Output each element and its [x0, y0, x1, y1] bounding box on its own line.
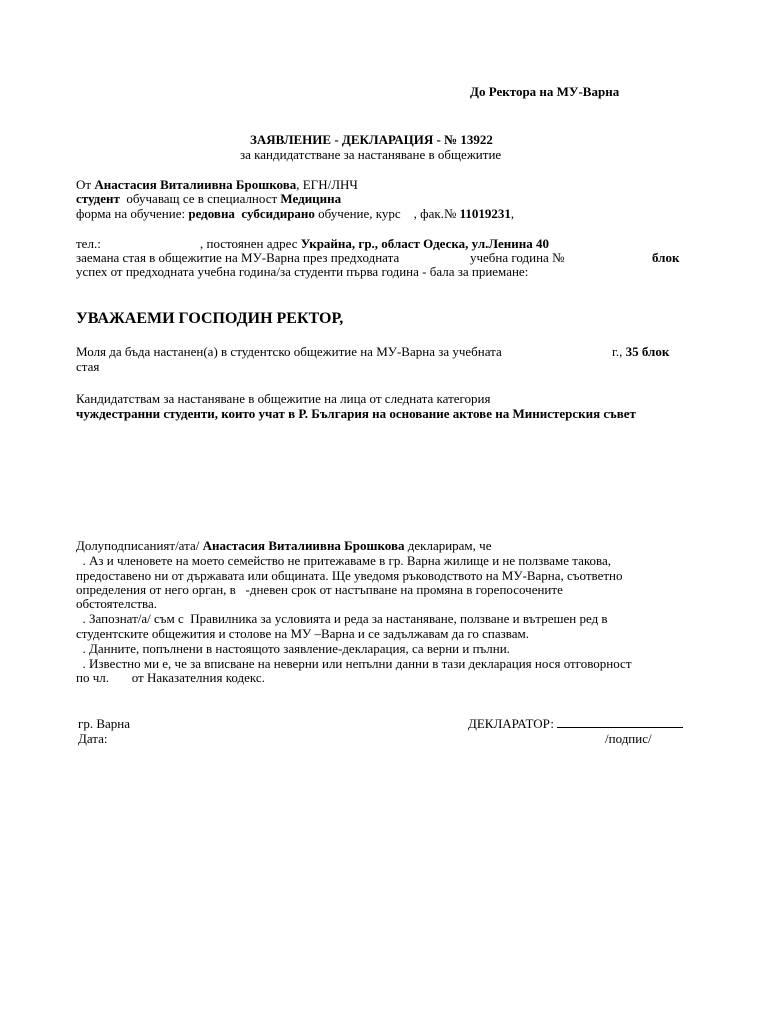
- address-value: Украйна, гр., област Одеска, ул.Ленина 40: [300, 236, 549, 251]
- declaration-line: обстоятелства.: [76, 596, 158, 611]
- salutation: УВАЖАЕМИ ГОСПОДИН РЕКТОР,: [76, 310, 344, 327]
- previous-room-year: учебна година №: [470, 250, 565, 265]
- date-label: Дата:: [78, 731, 108, 746]
- previous-block-label: блок: [652, 250, 680, 265]
- applicant-line: От Анастасия Виталиивна Брошкова, ЕГН/ЛНЧ: [76, 177, 358, 192]
- declaration-lead: Долуподписаният/ата/ Анастасия Виталиивна Брошкова декларирам, че: [76, 538, 492, 553]
- declarator-label: ДЕКЛАРАТОР:: [468, 716, 558, 731]
- address-line: , постоянен адрес Украйна, гр., област Одеска, ул.Ленина 40: [200, 236, 549, 251]
- declaration-line: . Запознат/а/ съм с Правилника за условията и реда за настаняване, ползване и вътрешен ред в: [76, 611, 608, 626]
- study-form-line: форма на обучение: редовна субсидирано обучение, курс , фак.№ 11019231,: [76, 206, 515, 221]
- declarant-name: Анастасия Виталиивна Брошкова: [202, 538, 405, 553]
- declaration-line: по чл. от Наказателния кодекс.: [76, 670, 265, 685]
- declaration-line: . Известно ми е, че за вписване на неверни или непълни данни в тази декларация нося отговорност: [76, 656, 632, 671]
- document-subtitle: за кандидатстване за настаняване в общежитие: [240, 147, 502, 162]
- category-intro: Кандидатствам за настаняване в общежитие на лица от следната категория: [76, 391, 491, 406]
- request-block: 35 блок: [625, 344, 670, 359]
- addressee: До Ректора на МУ-Варна: [470, 84, 620, 99]
- specialty-line: студент обучаващ се в специалност Медицина: [76, 191, 342, 206]
- declaration-line: предоставено ни от държавата или общината. Ще уведомя ръководството на МУ-Варна, съответно: [76, 568, 623, 583]
- declaration-line: . Данните, попълнени в настоящото заявление-декларация, са верни и пълни.: [76, 641, 510, 656]
- request-text: Моля да бъда настанен(а) в студентско общежитие на МУ-Варна за учебната: [76, 344, 502, 359]
- document-title: ЗАЯВЛЕНИЕ - ДЕКЛАРАЦИЯ - № 13922: [250, 132, 493, 147]
- declaration-line: определения от него орган, в -дневен срок от настъпване на промяна в горепосочените: [76, 582, 563, 597]
- request-room-label: стая: [76, 359, 100, 374]
- previous-room-text: заемана стая в общежитие на МУ-Варна през предходната: [76, 250, 400, 265]
- signature-field[interactable]: [557, 716, 683, 728]
- signature-caption: /подпис/: [605, 731, 652, 746]
- success-line: успех от предходната учебна година/за студенти първа година - бала за приемане:: [76, 264, 529, 279]
- specialty-value: Медицина: [280, 191, 342, 206]
- applicant-name: Анастасия Виталиивна Брошкова: [94, 177, 297, 192]
- city-label: гр. Варна: [78, 716, 130, 731]
- phone-label: тел.:: [76, 236, 101, 251]
- category-value: чуждестранни студенти, които учат в Р. България на основание актове на Министерския съвет: [76, 406, 636, 421]
- request-year-block: г., 35 блок: [612, 344, 670, 359]
- declaration-line: студентските общежития и столове на МУ –Варна и се задължавам да го спазвам.: [76, 626, 529, 641]
- declaration-line: . Аз и членовете на моето семейство не притежаваме в гр. Варна жилище и не ползваме такова,: [76, 553, 612, 568]
- faculty-number: 11019231: [459, 206, 511, 221]
- declarator-line: [468, 716, 683, 731]
